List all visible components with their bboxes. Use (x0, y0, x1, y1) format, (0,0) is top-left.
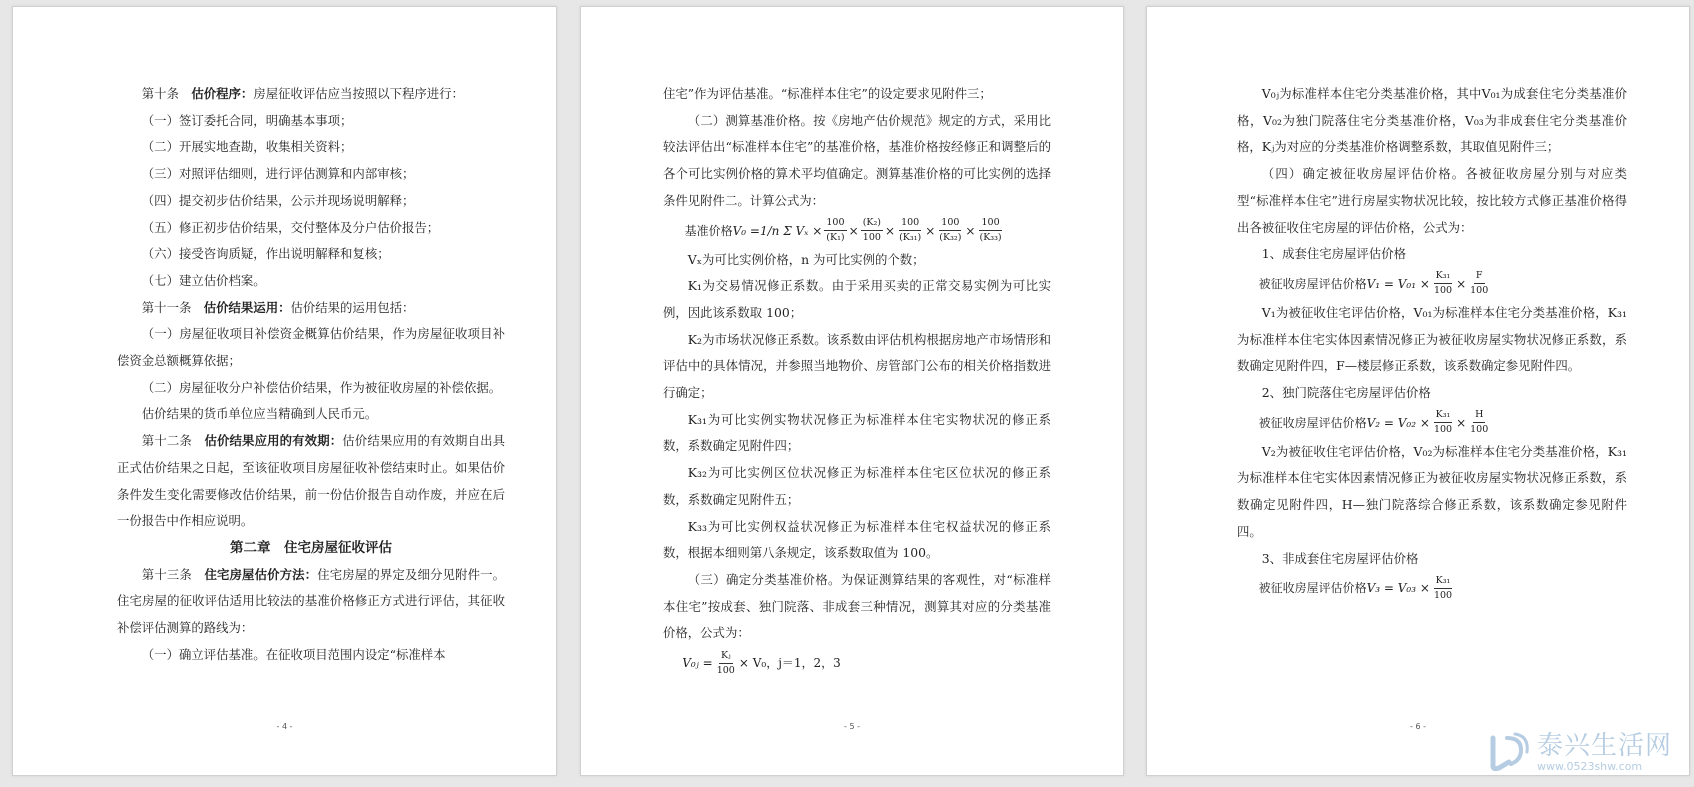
paragraph: V₂为被征收住宅评估价格，V₀₂为标准样本住宅分类基准价格，K₃₁为标准样本住宅实体因素情况修正为被征收房屋实物状况修正系数，系数确定见附件四，H—独门院落综合修正系数，该系数确定参见附件四。 (1237, 443, 1627, 539)
fraction: $\frac{\text{K₃₁}}{100}$ (1433, 574, 1453, 601)
fraction: $\frac{F}{100}$ (1470, 270, 1489, 297)
article-title: 估价程序： (191, 86, 254, 101)
document-page-6 (1146, 6, 1690, 776)
paragraph-text: （三）对照评估细则，进行评估测算和内部审核； (141, 166, 415, 182)
paragraph: 住宅”作为评估基准。“标准样本住宅”的设定要求见附件三； (663, 86, 992, 101)
paragraph: V₀ⱼ为标准样本住宅分类基准价格，其中V₀₁为成套住宅分类基准价格，V₀₂为独门院落住宅分类基准价格，V₀₃为非成套住宅分类基准价格，Kⱼ为对应的分类基准价格调整系数，其取值见附件三； (1237, 86, 1627, 155)
paragraph-text: 第二章 住宅房屋征收评估 (230, 539, 392, 556)
formula-type1: 被征收房屋评估价格 V₁ = V₀₁ × $\frac{\text{K₃₁}}{100}$ × $\frac{F}{100}$ (1258, 270, 1489, 297)
watermark-url: www.0523shw.com (1536, 760, 1643, 773)
paragraph (117, 428, 505, 535)
page-6-content (1237, 81, 1627, 604)
watermark-text (1537, 731, 1672, 773)
paragraph: V₁为被征收住宅评估价格，V₀₁为标准样本住宅分类基准价格，K₃₁为标准样本住宅实体因素情况修正为被征收房屋实物状况修正系数，系数确定见附件四，F—楼层修正系数，该系数确定参见附件四。 (1237, 304, 1627, 374)
page-number: - 4 - (276, 722, 293, 731)
article-number: 第十一条 (141, 299, 204, 315)
article-number: 第十三条 (141, 566, 205, 582)
paragraph-text: （一）确立评估基准。在征收项目范围内设定“标准样本 (141, 646, 446, 662)
subheading: 1、成套住宅房屋评估价格 (1261, 246, 1406, 262)
watermark-logo-icon (1487, 732, 1531, 772)
paragraph: K₃₂为可比实例区位状况修正为标准样本住宅区位状况的修正系数，系数确定见附件五； (663, 465, 1051, 507)
paragraph-text: （六）接受咨询质疑，作出说明解释和复核； (141, 246, 390, 262)
formula-lhs: V₀ = (732, 223, 760, 238)
formula-lhs: V₂ = V₀₂ × (1366, 415, 1430, 430)
paragraph: K₂为市场状况修正系数。该系数由评估机构根据房地产市场情形和评估中的具体情况，并参照当地物价、房管部门公布的相关价格指数进行确定； (663, 331, 1051, 401)
paragraph-text: （一）签订委托合同，明确基本事项； (141, 112, 353, 128)
fraction: $\frac{\text{Kⱼ}}{100}$ (716, 649, 735, 676)
fraction: $\frac{100}{\text{(K₃₃)}}$ (979, 217, 1002, 244)
subheading: 2、独门院落住宅房屋评估价格 (1261, 385, 1431, 401)
formula-prefix: 基准价格 (684, 223, 733, 238)
article-title: 住宅房屋估价方法： (204, 566, 318, 582)
subheading: 3、非成套住宅房屋评估价格 (1261, 550, 1419, 566)
paragraph (117, 81, 505, 108)
paragraph (117, 268, 505, 295)
paragraph-text: （二）房屋征收分户补偿估价结果，作为被征收房屋的补偿依据。 (141, 379, 502, 395)
fraction: $\frac{100}{\text{(K₃₁)}}$ (899, 217, 922, 244)
paragraph-text: 房屋征收评估应当按照以下程序进行： (253, 86, 464, 101)
paragraph (117, 215, 505, 242)
page-number: - 5 - (844, 722, 860, 731)
paragraph: K₁为交易情况修正系数。由于采用买卖的正常交易实例为可比实例，因此该系数取 100； (663, 278, 1051, 320)
paragraph: Vₓ为可比实例价格，n 为可比实例的个数； (687, 251, 925, 267)
paragraph-text: 估价结果的货币单位应当精确到人民币元。 (141, 406, 378, 422)
paragraph (117, 562, 505, 642)
paragraph (117, 241, 505, 268)
fraction: $\frac{100}{\text{(K₁)}}$ (826, 217, 845, 244)
formula-type2: 被征收房屋评估价格 V₂ = V₀₂ × $\frac{\text{K₃₁}}{100}$ × $\frac{H}{100}$ (1258, 409, 1489, 436)
paragraph: （四）确定被征收房屋评估价格。各被征收房屋分别与对应类型“标准样本住宅”进行房屋实物状况比较，按比较方式修正基准价格得出各被征收住宅房屋的评估价格，公式为： (1237, 166, 1627, 235)
formula-lhs: V₁ = V₀₁ × (1366, 276, 1430, 291)
fraction: $\frac{H}{100}$ (1470, 409, 1489, 436)
formula-rest: × V₀，j＝1，2，3 (738, 656, 841, 671)
article-number: 第十条 (141, 86, 192, 101)
paragraph (117, 321, 505, 374)
paragraph: （三）确定分类基准价格。为保证测算结果的客观性，对“标准样本住宅”按成套、独门院落、非成套三种情况，测算其对应的分类基准价格，公式为： (663, 571, 1051, 641)
formula-prefix: 被征收房屋评估价格 (1258, 581, 1367, 596)
paragraph (117, 108, 505, 135)
paragraph (117, 134, 505, 161)
fraction: $\frac{\text{K₃₁}}{100}$ (1433, 270, 1453, 297)
fraction: $\frac{\text{(K₂)}}{100}$ (862, 217, 882, 244)
paragraph-text: （七）建立估价档案。 (141, 272, 266, 288)
paragraph (117, 161, 505, 188)
paragraph-text: 估价结果应用的有效期自出具正式估价结果之日起，至该征收项目房屋征收补偿结束时止。如果估价条件发生变化需要修改估价结果，前一份估价报告自动作废，并应在后一份报告中作相应说明。 (117, 433, 506, 529)
page-number: - 6 - (1410, 722, 1426, 731)
paragraph-text: 住宅房屋的界定及细分见附件一。住宅房屋的征收评估适用比较法的基准价格修正方式进行评估，其征收补偿评估测算的路线为： (117, 566, 506, 636)
chapter-heading (117, 535, 505, 562)
formula-type3 (1237, 572, 1627, 604)
article-title: 估价结果应用的有效期： (204, 433, 343, 449)
formula-sum: 1/n Σ Vₓ × (759, 223, 823, 238)
site-watermark (1487, 731, 1672, 773)
paragraph-text: （五）修正初步估价结果，交付整体及分户估价报告； (141, 219, 440, 235)
article-title: 估价结果运用： (203, 299, 291, 315)
watermark-name: 泰兴生活网 (1536, 731, 1672, 761)
paragraph: K₃₃为可比实例权益状况修正为标准样本住宅权益状况的修正系数，根据本细则第八条规定，该系数取值为 100。 (663, 518, 1051, 561)
paragraph: K₃₁为可比实例实物状况修正为标准样本住宅实物状况的修正系数，系数确定见附件四； (663, 411, 1051, 454)
paragraph (117, 401, 505, 428)
fraction: $\frac{100}{\text{(K₃₂)}}$ (939, 217, 962, 244)
base-price-formula: 基准价格 V₀ = 1/n Σ Vₓ × $\frac{100}{\text{(K₁)}}$ × $\frac{\text{(K₂)}}{100}$ × $\frac{100}{\text{(K₃₁)}}$ × $\frac{100}{\text{(K₃₂)}}$ × $\frac{100}{\text{(K₃₃)}}$ (684, 217, 1002, 244)
paragraph-text: （四）提交初步估价结果，公示并现场说明解释； (141, 192, 415, 208)
paragraph (117, 642, 505, 669)
paragraph (117, 188, 505, 215)
paragraph-text: 估价结果的运用包括： (290, 299, 415, 315)
paragraph-text: （一）房屋征收项目补偿资金概算估价结果，作为房屋征收项目补偿资金总额概算依据； (117, 326, 505, 369)
paragraph (117, 295, 505, 322)
page-5-content (663, 81, 1051, 679)
fraction: $\frac{\text{K₃₁}}{100}$ (1433, 409, 1453, 436)
formula-prefix: 被征收房屋评估价格 (1258, 276, 1367, 291)
formula-lhs: V₃ = V₀₃ × (1366, 581, 1430, 596)
paragraph-text: （二）开展实地查勘，收集相关资料； (141, 139, 353, 155)
page-4-content (117, 81, 505, 668)
category-price-formula (663, 647, 1051, 679)
formula-prefix: 被征收房屋评估价格 (1258, 415, 1367, 430)
paragraph (117, 375, 505, 402)
document-page-4 (12, 6, 557, 776)
paragraph: （二）测算基准价格。按《房地产估价规范》规定的方式，采用比较法评估出“标准样本住宅”的基准价格，基准价格按经修正和调整后的各个可比实例价格的算术平均值确定。测算基准价格的可比实例的选择条件见附件二。计算公式为： (663, 112, 1051, 208)
document-page-5 (580, 6, 1124, 776)
article-number: 第十二条 (141, 433, 205, 449)
formula-lhs: V₀ⱼ = (682, 656, 713, 671)
